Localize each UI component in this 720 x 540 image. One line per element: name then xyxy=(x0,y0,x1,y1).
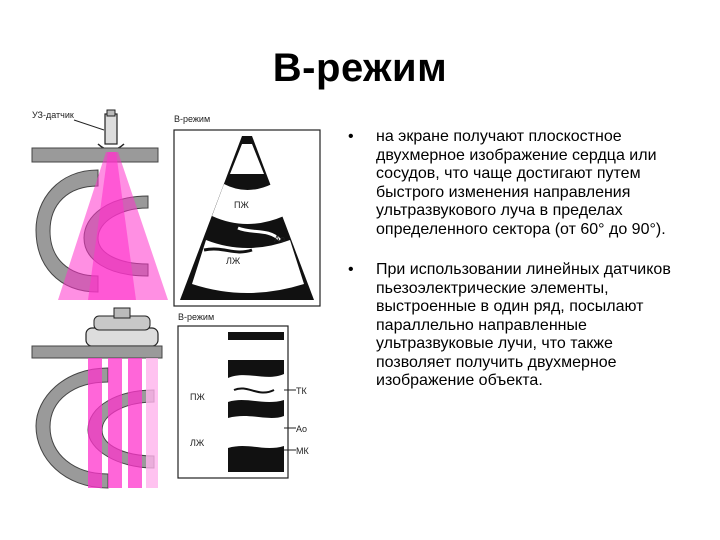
top-mode-label: B-режим xyxy=(174,114,211,124)
linear-transducer-icon xyxy=(86,308,158,346)
label-rv-bottom: ПЖ xyxy=(190,392,205,402)
bullet-text: на экране получают плоскостное двухмерное изображение сердца или сосудов, что чаще достигают путем быстрого изменения направления ультразвукового луча в пределах определенного сектора (от 60° до 90°). xyxy=(376,128,666,238)
bullet-list xyxy=(340,128,690,391)
sector-image-panel xyxy=(174,114,320,306)
label-ao-top: Ao xyxy=(274,234,286,244)
ultrasound-b-mode-figure xyxy=(28,100,328,490)
label-lv-bottom: ЛЖ xyxy=(190,438,205,448)
chest-wall-bottom xyxy=(32,346,162,358)
transducer-label: УЗ-датчик xyxy=(32,110,74,120)
linear-image-panel xyxy=(178,312,309,478)
bullet-item xyxy=(340,128,690,239)
linear-beams xyxy=(88,358,158,488)
label-mv-bottom: МК xyxy=(296,446,309,456)
label-lv-top: ЛЖ xyxy=(226,256,241,266)
bullet-text: При использовании линейных датчиков пьезоэлектрические элементы, выстроенные в один ряд, посылают параллельно направленные ультразвуковые лучи, что также позволяет получить двухмерное изображение объекта. xyxy=(376,261,671,389)
chest-wall xyxy=(32,148,158,162)
label-ao-bottom: Ao xyxy=(296,424,308,434)
bottom-mode-label: B-режим xyxy=(178,312,215,322)
bullet-item xyxy=(340,261,690,391)
sector-transducer-icon xyxy=(98,110,124,150)
bullet-mark: • xyxy=(348,261,354,278)
bullet-mark: • xyxy=(348,128,354,145)
label-tv-bottom: ТК xyxy=(296,386,307,396)
label-rv-top: ПЖ xyxy=(234,200,249,210)
slide-title: B-режим xyxy=(272,46,448,90)
